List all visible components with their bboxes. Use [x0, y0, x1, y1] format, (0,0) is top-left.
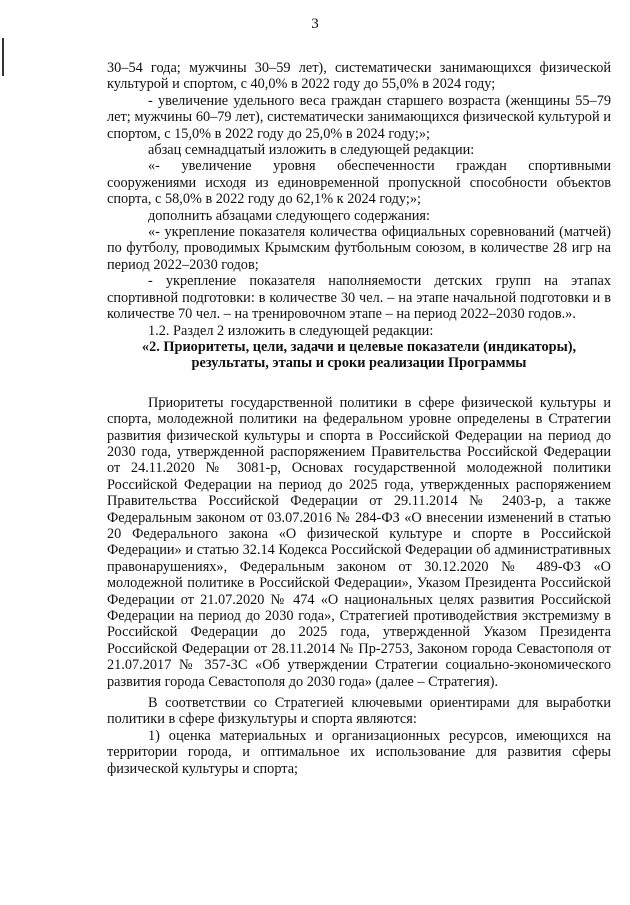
paragraph: 1.2. Раздел 2 изложить в следующей редакции:	[148, 322, 434, 339]
margin-mark	[2, 38, 4, 76]
section-heading-line-2: результаты, этапы и сроки реализации Программы	[191, 355, 527, 372]
spacer	[107, 372, 611, 395]
paragraph: 30–54 года; мужчины 30–59 лет), систематически занимающихся физической культурой и спортом, с 40,0% в 2022 году до 55,0% в 2024 году;	[107, 60, 611, 93]
paragraph: Приоритеты государственной политики в сфере физической культуры и спорта, молодежной политики на федеральном уровне определены в Стратегии развития физической культуры и спорта в Российской Федерации на период до 2030 года, утвержденной распоряжением Правительства Российской Федерации от 24.11.2020 № 3081-р, Основах государственной молодежной политики Российской Федерации на период до 2025 года, утвержденных распоряжением Правительства Российской Федерации от 29.11.2014 № 2403-р, а также Федеральным законом от 03.07.2016 № 284-ФЗ «О внесении изменений в статью 20 Федерального закона «О физической культуре и спорте в Российской Федерации» и статью 32.14 Кодекса Российской Федерации об административных правонарушениях», Федеральным законом от 30.12.2020 № 489-ФЗ «О молодежной политике в Российской Федерации», Указом Президента Российской Федерации от 21.07.2020 № 474 «О национальных целях развития Российской Федерации на период до 2030 года», Стратегией противодействия экстремизму в Российской Федерации до 2025 года, утвержденной Указом Президента Российской Федерации от 28.11.2014 № Пр-2753, Законом города Севастополя от 21.07.2017 № 357-ЗС «Об утверждении Стратегии социально-экономического развития города Севастополя до 2030 года» (далее – Стратегия).	[107, 394, 611, 690]
paragraph: - укрепление показателя наполняемости детских групп на этапах спортивной подготовки: в количестве 30 чел. – на этапе начальной подготовки и в количестве 70 чел. – на тренировочном этапе – на период 2022–2030 годов.».	[107, 273, 611, 323]
section-heading-line-1: «2. Приоритеты, цели, задачи и целевые показатели (индикаторы),	[141, 338, 577, 355]
paragraph: В соответствии со Стратегией ключевыми ориентирами для выработки политики в сфере физкультуры и спорта являются:	[107, 695, 611, 728]
page-number: 3	[311, 16, 319, 32]
paragraph: «- увеличение уровня обеспеченности граждан спортивными сооружениями исходя из единовременной пропускной способности объектов спорта, с 58,0% в 2022 году до 62,1% к 2024 году;»;	[107, 158, 611, 208]
document-body	[107, 60, 611, 777]
paragraph: - увеличение удельного веса граждан старшего возраста (женщины 55–79 лет; мужчины 60–79 лет), систематически занимающихся физической культурой и спортом, с 15,0% в 2022 году до 25,0% в 2024 году;»;	[107, 92, 611, 142]
paragraph: «- укрепление показателя количества официальных соревнований (матчей) по футболу, проводимых Крымским футбольным союзом, в количестве 28 игр на период 2022–2030 годов;	[107, 224, 611, 273]
paragraph: дополнить абзацами следующего содержания:	[148, 207, 430, 224]
paragraph: 1) оценка материальных и организационных ресурсов, имеющихся на территории города, и оптимальное их использование для развития сферы физической культуры и спорта;	[107, 727, 611, 777]
paragraph: абзац семнадцатый изложить в следующей редакции:	[148, 142, 475, 159]
